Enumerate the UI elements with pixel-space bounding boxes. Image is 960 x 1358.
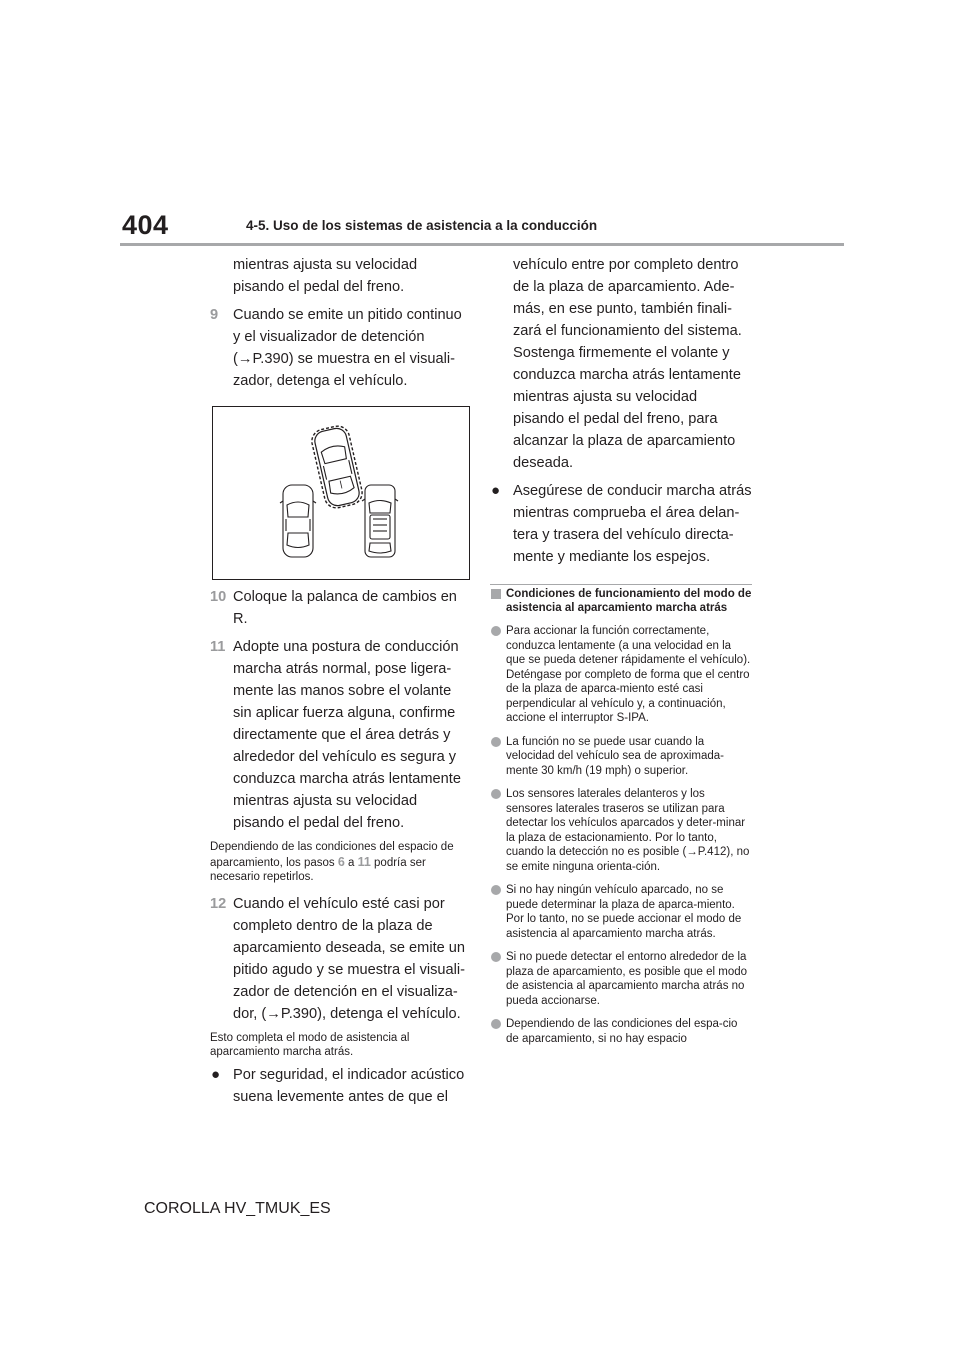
parking-illustration xyxy=(212,406,470,580)
safety-bullet: ● Por seguridad, el indicador acústico suena levemente antes de que el xyxy=(211,1065,465,1105)
round-bullet-icon xyxy=(491,885,501,895)
condition-note: Si no puede detectar el entorno alrededor de la plaza de aparcamiento, es posible que el modo de asistencia al aparcamiento marcha atrás no pueda accionarse. xyxy=(490,950,752,1008)
section-divider xyxy=(490,584,752,585)
parked-car-right-icon xyxy=(362,485,398,557)
step-12: 12 Cuando el vehículo esté casi por completo dentro de la plaza de aparcamiento deseada, se emite un pitido agudo y se muestra el visuali- zador de detención en el visualiza- dor, (→P.390), detenga el vehículo. xyxy=(210,893,472,1025)
step-number: 9 xyxy=(210,307,219,323)
condition-note: Si no hay ningún vehículo aparcado, no se puede determinar la plaza de aparca-miento. Por lo tanto, no se puede accionar el modo de asistencia al aparcamiento marcha atrás. xyxy=(490,883,752,941)
page-number: 404 xyxy=(122,210,169,240)
condition-note: La función no se puede usar cuando la velocidad del vehículo sea de aproximada-mente 30 km/h (19 mph) o superior. xyxy=(490,735,752,779)
round-bullet-icon xyxy=(491,737,501,747)
condition-note: Los sensores laterales delanteros y los sensores laterales traseros se utilizan para detectar los vehículos aparcados y deter-minar la plaza de estacionamiento. Por lo tanto, cuando la detección no es posible (→P.412), no se emite ninguna orienta-ción. xyxy=(490,787,752,874)
round-bullet-icon xyxy=(491,626,501,636)
step-9: 9 Cuando se emite un pitido continuo y el visualizador de detención (→P.390) se muestra en el visuali- zador, detenga el vehículo. xyxy=(210,304,472,392)
section-title: 4-5. Uso de los sistemas de asistencia a la conducción xyxy=(246,218,598,233)
intro-continuation: mientras ajusta su velocidad pisando el pedal del freno. xyxy=(233,257,418,295)
round-bullet-icon xyxy=(491,1019,501,1029)
footer-model-code: COROLLA HV_TMUK_ES xyxy=(144,1200,331,1217)
bullet-continuation: vehículo entre por completo dentro de la plaza de aparcamiento. Ade- más, en ese punto, también finali- zará el funcionamiento del sistema. Sostenga firmemente el volante y conduzca marcha atrás lentamente mientras ajusta su velocidad pisando el pedal del freno, para alcanzar la plaza de aparcamiento deseada. xyxy=(513,257,742,471)
completion-note: Esto completa el modo de asistencia al aparcamiento marcha atrás. xyxy=(210,1031,410,1058)
step-11: 11 Adopte una postura de conducción marcha atrás normal, pose ligera- mente las manos sobre el volante sin aplicar fuerza alguna, confirme directamente que el área detrás y alrededor del vehículo es segura y conduzca marcha atrás lentamente mientras ajusta su velocidad pisando el pedal del freno. xyxy=(210,636,472,834)
condition-note: Para accionar la función correctamente, conduzca lentamente (a una velocidad en la que se pueda detener rápidamente el vehículo). Deténgase por completo de forma que el centro de la plaza de aparca-miento esté casi perpendicular al vehículo y, a continuación, accione el interruptor S-IPA. xyxy=(490,624,752,726)
section-heading: Condiciones de funcionamiento del modo de asistencia al aparcamiento marcha atrás xyxy=(490,587,752,615)
parked-car-left-icon xyxy=(280,485,316,557)
reversing-car-icon xyxy=(309,424,364,510)
round-bullet-icon xyxy=(491,789,501,799)
bullet-icon: ● xyxy=(491,482,501,499)
repeat-steps-note: Dependiendo de las condiciones del espacio de aparcamiento, los pasos 6 a 11 podría ser necesario repetirlos. xyxy=(210,841,454,883)
step-number: 10 xyxy=(210,589,227,605)
right-column xyxy=(490,254,752,1046)
round-bullet-icon xyxy=(491,952,501,962)
step-number: 12 xyxy=(210,895,227,912)
condition-note: Dependiendo de las condiciones del espa-cio de aparcamiento, si no hay espacio xyxy=(490,1017,752,1046)
step-number: 11 xyxy=(210,639,226,655)
parking-diagram xyxy=(213,407,469,579)
mirrors-bullet: ● Asegúrese de conducir marcha atrás mientras comprueba el área delan- tera y trasera del vehículo directa- mente y mediante los espejos. xyxy=(491,482,752,565)
step-10: 10 Coloque la palanca de cambios en R. xyxy=(210,586,472,630)
header-divider xyxy=(120,243,844,246)
square-bullet-icon xyxy=(491,589,501,599)
left-column xyxy=(210,254,472,1108)
bullet-icon: ● xyxy=(211,1065,221,1083)
